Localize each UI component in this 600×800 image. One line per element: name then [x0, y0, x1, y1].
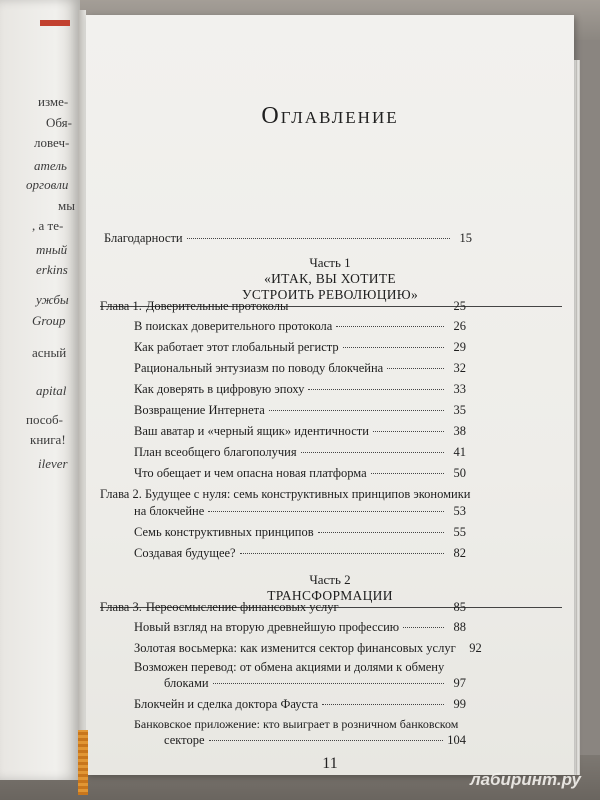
watermark-logo: лабиринт.ру: [470, 770, 581, 789]
toc-chapter-2: [134, 504, 466, 519]
toc-entry-label: Рациональный энтузиазм по поводу блокчейна: [134, 361, 384, 375]
part-2-label: Часть 2: [309, 572, 351, 587]
toc-leader: [301, 452, 444, 453]
toc-entry-label: Благодарности: [104, 231, 183, 245]
toc-leader: [322, 704, 444, 705]
toc-chapter-2-line1: [100, 487, 471, 502]
toc-leader: [292, 306, 444, 307]
toc-entry-page: 53: [453, 504, 466, 518]
left-fragment: тный: [36, 242, 68, 257]
toc-section: [134, 424, 466, 439]
left-page: [0, 0, 80, 780]
toc-section-line1: Возможен перевод: от обмена акциями и долями к обмену: [134, 660, 445, 674]
part-1-title-line1: «ИТАК, ВЫ ХОТИТЕ: [264, 271, 396, 286]
bookmark-ribbon: [78, 730, 88, 795]
toc-entry-page: 88: [453, 620, 466, 634]
left-fragment: Group: [32, 313, 66, 328]
toc-section: [134, 697, 466, 712]
toc-leader: [336, 326, 444, 327]
toc-entry-label: Семь конструктивных принципов: [134, 525, 314, 539]
toc-entry-page: 92: [469, 641, 482, 655]
toc-leader: [373, 431, 444, 432]
toc-entry-label: Ваш аватар и «черный ящик» идентичности: [134, 424, 369, 438]
part-1-title-line2: УСТРОИТЬ РЕВОЛЮЦИЮ»: [241, 287, 419, 302]
toc-entry-label: Новый взгляд на вторую древнейшую профессию: [134, 620, 400, 634]
toc-entry-label: План всеобщего благополучия: [134, 445, 297, 459]
toc-leader: [318, 532, 444, 533]
left-fragment: , а те-: [32, 218, 64, 233]
toc-section: [134, 319, 466, 334]
toc-leader: [187, 238, 450, 239]
toc-section: [134, 382, 466, 397]
toc-section: [134, 340, 466, 355]
toc-page: [86, 15, 574, 775]
toc-title: Оглавление: [261, 103, 399, 129]
left-fragment: пособ-: [26, 412, 63, 427]
toc-entry-page: 97: [453, 676, 466, 690]
toc-section: [134, 361, 466, 376]
toc-leader: [343, 607, 444, 608]
left-fragment: асный: [32, 345, 67, 360]
left-fragment: ilever: [38, 456, 68, 471]
left-fragment: Обя-: [46, 115, 72, 130]
chapter-prefix: Глава 2.: [100, 487, 142, 501]
toc-entry-label: секторе: [164, 733, 205, 747]
toc-entry-page: 41: [453, 445, 466, 459]
toc-entry-page: 38: [453, 424, 466, 438]
page-number: 11: [322, 755, 338, 772]
left-fragment: орговли: [26, 177, 69, 192]
toc-leader: [213, 683, 444, 684]
toc-entry-acknowledgements: [104, 231, 472, 246]
toc-chapter-3: [100, 600, 466, 615]
toc-entry-page: 85: [453, 600, 466, 614]
toc-leader: [308, 389, 444, 390]
chapter-prefix: Глава 1.: [100, 299, 142, 313]
toc-entry-page: 25: [453, 299, 466, 313]
toc-leader: [403, 627, 444, 628]
left-fragment: ловеч-: [34, 135, 70, 150]
toc-section: [134, 403, 466, 418]
toc-entry-page: 33: [453, 382, 466, 396]
toc-entry-page: 32: [453, 361, 466, 375]
left-fragment: мы: [58, 198, 75, 213]
toc-entry-page: 99: [453, 697, 466, 711]
toc-section: [164, 733, 466, 748]
toc-section: [134, 445, 466, 460]
toc-entry-label: Блокчейн и сделка доктора Фауста: [134, 697, 319, 711]
toc-entry-label: Возвращение Интернета: [134, 403, 265, 417]
chapter-prefix: Глава 3.: [100, 600, 142, 614]
toc-entry-page: 35: [453, 403, 466, 417]
toc-entry-label: Золотая восьмерка: как изменится сектор финансовых услуг: [134, 641, 456, 655]
toc-entry-page: 55: [453, 525, 466, 539]
red-page-edge: [40, 20, 70, 26]
left-fragment: erkins: [36, 262, 68, 277]
left-fragment: apital: [36, 383, 67, 398]
toc-leader: [208, 511, 444, 512]
toc-section: [164, 676, 466, 691]
left-fragment: атель: [34, 158, 67, 173]
chapter-title-continued: на блокчейне: [134, 504, 205, 518]
toc-leader: [387, 368, 444, 369]
toc-entry-page: 104: [447, 733, 466, 747]
toc-entry-page: 26: [453, 319, 466, 333]
book-gutter: [78, 10, 86, 780]
toc-leader: [240, 553, 444, 554]
toc-section-line1: Банковское приложение: кто выиграет в розничном банковском: [134, 717, 459, 731]
toc-chapter-1: [100, 299, 466, 314]
toc-leader: [269, 410, 444, 411]
left-fragment: книга!: [30, 432, 66, 447]
left-fragment: ужбы: [36, 292, 69, 307]
toc-entry-label: Создавая будущее?: [134, 546, 236, 560]
toc-leader: [343, 347, 444, 348]
toc-entry-label: В поисках доверительного протокола: [134, 319, 333, 333]
toc-entry-page: 29: [453, 340, 466, 354]
toc-leader: [209, 740, 444, 741]
toc-section: [134, 546, 466, 561]
toc-section: [134, 641, 482, 656]
part-2-title: ТРАНСФОРМАЦИИ: [267, 588, 393, 603]
toc-leader: [371, 473, 444, 474]
toc-entry-page: 50: [453, 466, 466, 480]
toc-section: [134, 620, 466, 635]
toc-entry-label: Как доверять в цифровую эпоху: [134, 382, 305, 396]
chapter-title: Будущее с нуля: семь конструктивных принципов экономики: [144, 487, 471, 501]
left-fragment: изме-: [38, 94, 69, 109]
toc-section: [134, 525, 466, 540]
toc-entry-label: блоками: [164, 676, 209, 690]
toc-entry-label: Что обещает и чем опасна новая платформа: [134, 466, 367, 480]
chapter-title: Доверительные протоколы: [145, 299, 289, 313]
chapter-title: Переосмысление финансовых услуг: [145, 600, 339, 614]
toc-entry-page: 82: [453, 546, 466, 560]
part-1-label: Часть 1: [309, 255, 351, 270]
toc-entry-page: 15: [459, 231, 472, 245]
toc-section: [134, 466, 466, 481]
toc-entry-label: Как работает этот глобальный регистр: [134, 340, 339, 354]
